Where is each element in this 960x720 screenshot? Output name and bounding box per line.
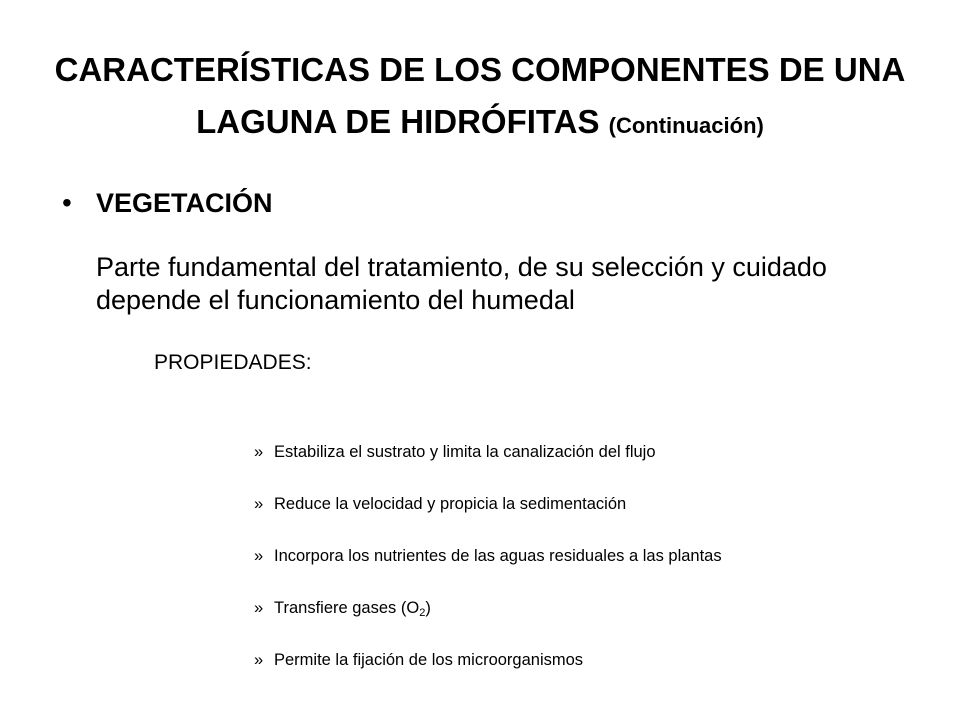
property-item	[254, 542, 934, 594]
properties-list	[254, 438, 934, 698]
property-item	[254, 594, 934, 646]
title-continuation: (Continuación)	[608, 113, 764, 138]
sub-bullet-icon: »	[254, 495, 264, 513]
property-item	[254, 438, 934, 490]
property-text-before: Transfiere gases (O	[274, 599, 420, 617]
sub-bullet-icon: »	[254, 599, 264, 617]
property-item	[254, 490, 934, 542]
slide-title	[40, 44, 920, 152]
property-text: Reduce la velocidad y propicia la sedimentación	[274, 495, 627, 513]
property-text	[274, 599, 431, 617]
sub-bullet-icon: »	[254, 443, 264, 461]
sub-bullet-icon: »	[254, 547, 264, 565]
section-heading: VEGETACIÓN	[96, 188, 273, 218]
property-text: Estabiliza el sustrato y limita la canalización del flujo	[274, 443, 656, 461]
title-main: CARACTERÍSTICAS DE LOS COMPONENTES DE UNA LAGUNA DE HIDRÓFITAS	[54, 51, 906, 140]
section-description: Parte fundamental del tratamiento, de su selección y cuidado depende el funcionamiento del humedal	[96, 252, 827, 315]
property-text: Permite la fijación de los microorganismos	[274, 651, 584, 669]
properties-label: PROPIEDADES:	[154, 351, 312, 374]
property-item	[254, 646, 934, 698]
property-text: Incorpora los nutrientes de las aguas residuales a las plantas	[274, 547, 722, 565]
property-subscript: 2	[419, 607, 426, 619]
property-text-after: )	[425, 599, 431, 617]
bullet-dot-icon: •	[62, 187, 72, 218]
sub-bullet-icon: »	[254, 651, 264, 669]
